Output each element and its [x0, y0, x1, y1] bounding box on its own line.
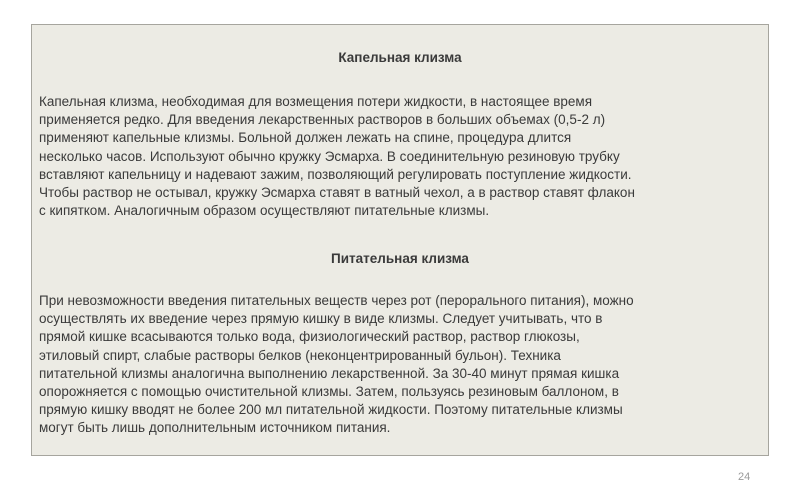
paragraph-line: прямой кишке всасываются только вода, физиологический раствор, раствор глюкозы,: [39, 329, 580, 345]
paragraph-line: несколько часов. Используют обычно кружку Эсмарха. В соединительную резиновую трубку: [39, 148, 620, 164]
paragraph-nutrient-enema: [39, 292, 773, 438]
paragraph-line: Капельная клизма, необходимая для возмещения потери жидкости, в настоящее время: [39, 94, 592, 109]
paragraph-line: Чтобы раствор не остывал, кружку Эсмарха ставят в ватный чехол, а в раствор ставят флакон: [39, 185, 635, 201]
paragraph-line: могут быть лишь дополнительным источником питания.: [39, 420, 391, 436]
paragraph-line: опорожняется с помощью очистительной клизмы. Затем, пользуясь резиновым баллоном, в: [39, 384, 619, 400]
content-box: [31, 24, 769, 456]
slide-number: 24: [738, 471, 751, 483]
paragraph-line: питательной клизмы аналогична выполнению лекарственной. За 30-40 минут прямая кишка: [39, 365, 620, 381]
paragraph-line: прямую кишку вводят не более 200 мл питательной жидкости. Поэтому питательные клизмы: [39, 402, 623, 418]
paragraph-line: с кипятком. Аналогичным образом осуществляют питательные клизмы.: [39, 203, 490, 219]
section-title-drip-enema: Капельная клизма: [338, 50, 462, 65]
paragraph-line: вставляют капельницу и надевают зажим, позволяющий регулировать поступление жидкости.: [39, 166, 632, 182]
paragraph-line: При невозможности введения питательных веществ через рот (перорального питания), можно: [39, 293, 634, 308]
paragraph-line: применяется редко. Для введения лекарственных растворов в больших объемах (0,5-2 л): [39, 112, 606, 128]
paragraph-line: применяют капельные клизмы. Больной должен лежать на спине, процедура длится: [39, 130, 572, 146]
paragraph-drip-enema: [39, 93, 773, 220]
paragraph-line: этиловый спирт, слабые растворы белков (неконцентрированный бульон). Техника: [39, 347, 561, 363]
section-title-nutrient-enema: Питательная клизма: [331, 251, 469, 266]
paragraph-line: осуществлять их введение через прямую кишку в виде клизмы. Следует учитывать, что в: [39, 311, 603, 327]
